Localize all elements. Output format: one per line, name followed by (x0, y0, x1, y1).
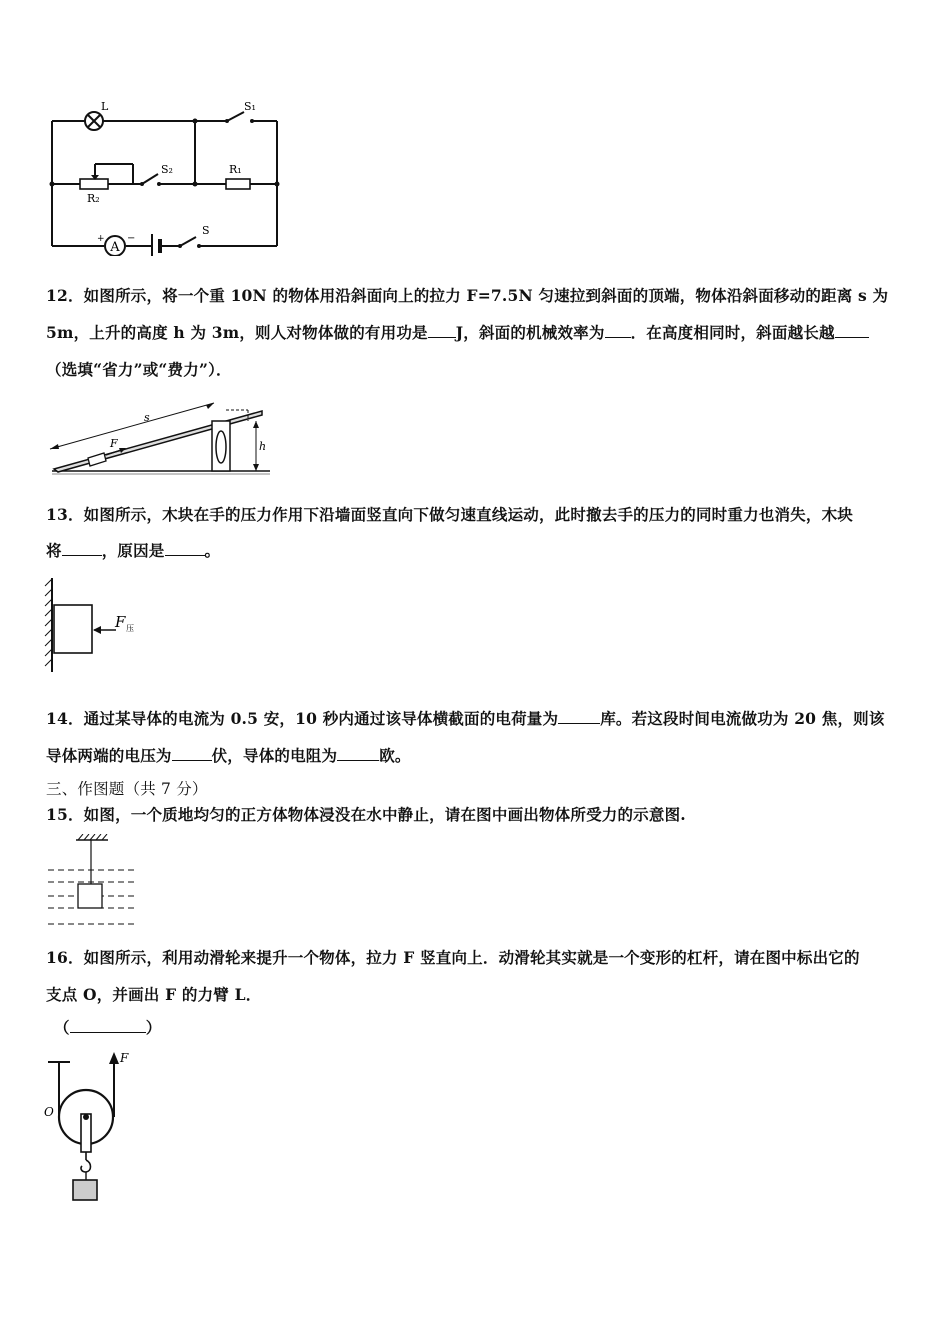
answer-blank-efficiency[interactable] (605, 323, 631, 338)
cube-object (78, 884, 102, 908)
s1-label: S₁ (244, 100, 256, 113)
q14-line2 (46, 746, 910, 766)
plus-label: + (97, 234, 105, 244)
answer-close: ） (145, 1018, 162, 1037)
q13-line2 (46, 541, 910, 561)
answer-open: （ (54, 1018, 70, 1037)
q12-line3: （选填“省力”或“费力”）． (46, 360, 232, 379)
q16-answer (54, 1018, 910, 1038)
force-label: F (120, 1051, 129, 1065)
q13-line2-part1: 将 (46, 541, 62, 560)
force-label: F (110, 437, 118, 450)
pulley-diagram (40, 1050, 140, 1210)
weight-block (73, 1180, 97, 1200)
answer-blank-drawing[interactable] (70, 1018, 146, 1033)
answer-blank-resistance[interactable] (337, 746, 379, 761)
object-block (88, 453, 106, 466)
q16-line2: 支点 O，并画出 F 的力臂 L． (46, 985, 262, 1004)
switch-label: S (202, 224, 210, 237)
q13-line2-part3: 。 (204, 541, 221, 560)
wall-block-diagram (44, 574, 154, 674)
q13-line2-part2: ，原因是 (101, 541, 165, 560)
ammeter-label: A (110, 240, 120, 255)
minus-label: − (127, 233, 136, 244)
q14-line1-part1: 14．通过某导体的电流为 0.5 安，10 秒内通过该导体横截面的电荷量为 (46, 709, 559, 728)
r2-label: R₂ (87, 192, 100, 205)
fulcrum-label: O (44, 1105, 54, 1119)
q14-line2-part3: 欧。 (379, 746, 411, 765)
q12-line2-part2: J，斜面的机械效率为 (455, 323, 605, 342)
q14-line2-part1: 导体两端的电压为 (46, 746, 172, 765)
s-label: s (144, 411, 150, 424)
answer-blank-force-type[interactable] (835, 323, 869, 338)
lamp-icon (85, 112, 103, 130)
resistor-icon (226, 179, 250, 189)
answer-blank-reason[interactable] (165, 541, 205, 556)
submerged-cube-diagram (44, 834, 144, 930)
q12-line2-part1: 5m，上升的高度 h 为 3m，则人对物体做的有用功是 (46, 323, 428, 342)
lamp-label: L (101, 100, 109, 113)
answer-blank-voltage[interactable] (172, 746, 212, 761)
answer-blank-motion[interactable] (62, 541, 102, 556)
rheostat-icon (80, 175, 108, 189)
answer-blank-charge[interactable] (558, 709, 600, 724)
q14-line1-part2: 库。若这段时间电流做功为 20 焦，则该 (600, 709, 885, 728)
force-subscript: 压 (126, 624, 134, 633)
h-label: h (259, 440, 267, 453)
q12-line2 (46, 323, 910, 343)
r1-label: R₁ (229, 163, 242, 176)
q12-line1: 12．如图所示，将一个重 10N 的物体用沿斜面向上的拉力 F=7.5N 匀速拉到斜面的顶端，物体沿斜面移动的距离 s 为 (46, 286, 889, 305)
q16-line1: 16．如图所示，利用动滑轮来提升一个物体，拉力 F 竖直向上．动滑轮其实就是一个变形的杠杆，请在图中标出它的 (46, 948, 860, 967)
incline-diagram (44, 391, 274, 481)
q12-line2-part3: ．在高度相同时，斜面越长越 (630, 323, 835, 342)
s2-label: S₂ (161, 163, 173, 176)
q13-line1: 13．如图所示，木块在手的压力作用下沿墙面竖直向下做匀速直线运动，此时撤去手的压力的同时重力也消失，木块 (46, 505, 853, 524)
force-label: F (115, 613, 126, 631)
answer-blank-useful-work[interactable] (428, 323, 456, 338)
wood-block (54, 605, 92, 653)
q14-line1 (46, 709, 910, 729)
section3-title: 三、作图题（共 7 分） (46, 780, 208, 798)
circuit-diagram (44, 96, 294, 256)
q15-line1: 15．如图，一个质地均匀的正方体物体浸没在水中静止，请在图中画出物体所受力的示意图. (46, 805, 686, 824)
q14-line2-part2: 伏，导体的电阻为 (211, 746, 338, 765)
battery-icon (152, 234, 160, 256)
